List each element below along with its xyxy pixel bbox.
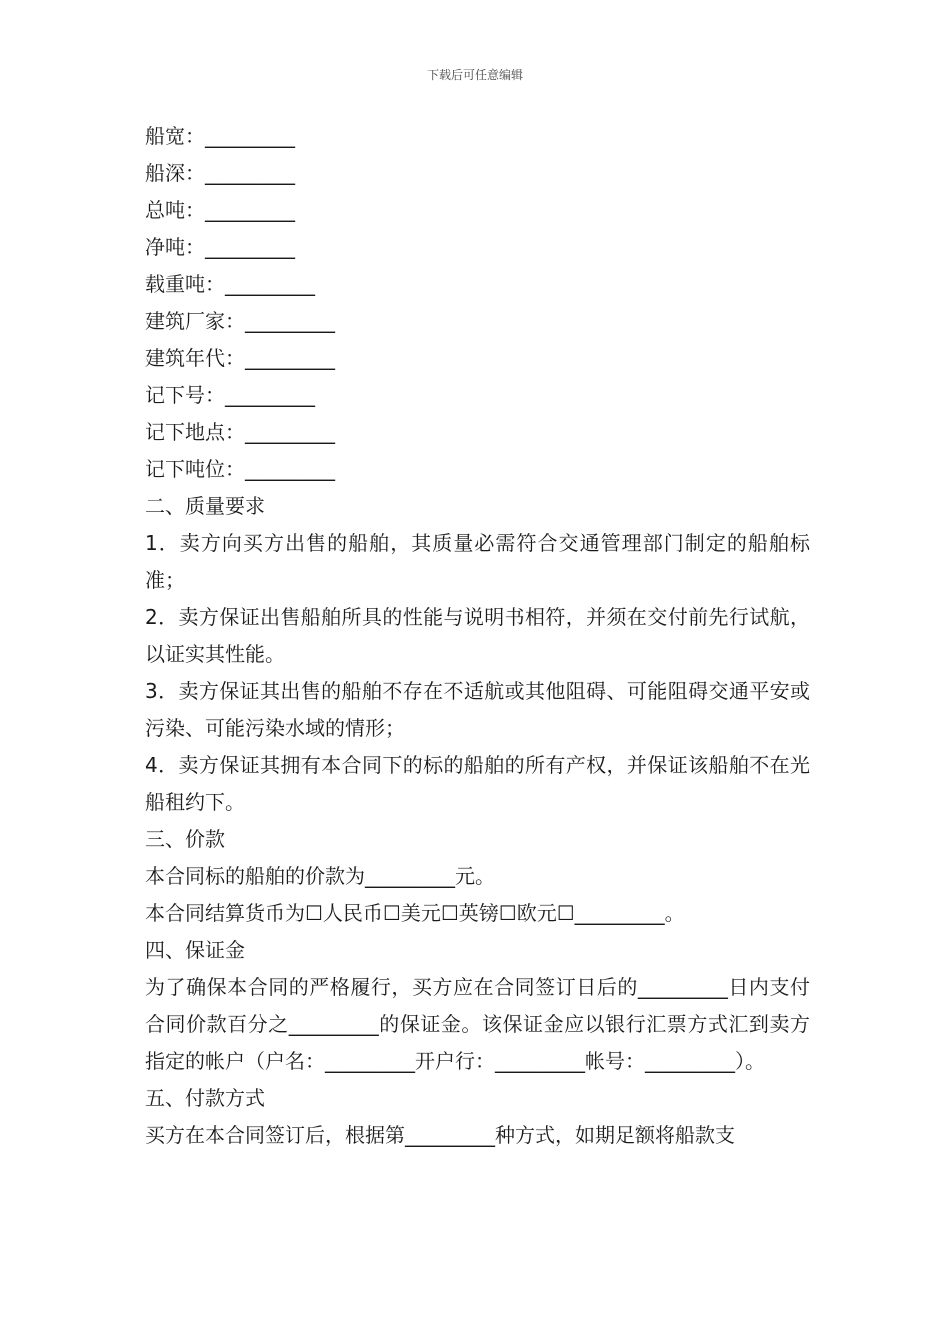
- quality-clause-2: 2．卖方保证出售船舶所具的性能与说明书相符，并须在交付前先行试航，以证实其性能。: [145, 605, 810, 666]
- page-header: 下载后可任意编辑: [426, 68, 523, 82]
- field-net-tonnage: 净吨：_________: [145, 235, 295, 259]
- field-ship-depth: 船深：_________: [145, 161, 295, 185]
- quality-clause-4: 4．卖方保证其拥有本合同下的标的船舶的所有产权，并保证该船舶不在光船租约下。: [145, 753, 810, 814]
- quality-clause-1: 1．卖方向买方出售的船舶，其质量必需符合交通管理部门制定的船舶标准；: [145, 531, 810, 592]
- section-heading-quality: 二、质量要求: [145, 494, 265, 518]
- price-currency: 本合同结算货币为☐人民币☐美元☐英镑☐欧元☐_________。: [145, 901, 685, 925]
- field-builder: 建筑厂家：_________: [145, 309, 335, 333]
- price-amount: 本合同标的船舶的价款为_________元。: [145, 864, 495, 888]
- section-heading-deposit: 四、保证金: [145, 938, 245, 962]
- field-ship-width: 船宽：_________: [145, 124, 295, 148]
- section-heading-price: 三、价款: [145, 827, 225, 851]
- field-registry-number: 记下号：_________: [145, 383, 315, 407]
- field-deadweight: 载重吨：_________: [145, 272, 315, 296]
- section-heading-payment: 五、付款方式: [145, 1086, 265, 1110]
- field-registry-tonnage: 记下吨位：_________: [145, 457, 335, 481]
- quality-clause-3: 3．卖方保证其出售的船舶不存在不适航或其他阻碍、可能阻碍交通平安或污染、可能污染水域的情形；: [145, 679, 810, 740]
- document-body: [145, 118, 810, 1154]
- deposit-clause: 为了确保本合同的严格履行，买方应在合同签订日后的_________日内支付合同价款百分之_________的保证金。该保证金应以银行汇票方式汇到卖方指定的帐户（户名：_________开户行：_________帐号：_________）。: [145, 975, 810, 1073]
- field-build-year: 建筑年代：_________: [145, 346, 335, 370]
- field-registry-place: 记下地点：_________: [145, 420, 335, 444]
- field-gross-tonnage: 总吨：_________: [145, 198, 295, 222]
- payment-clause: 买方在本合同签订后，根据第_________种方式，如期足额将船款支: [145, 1123, 735, 1147]
